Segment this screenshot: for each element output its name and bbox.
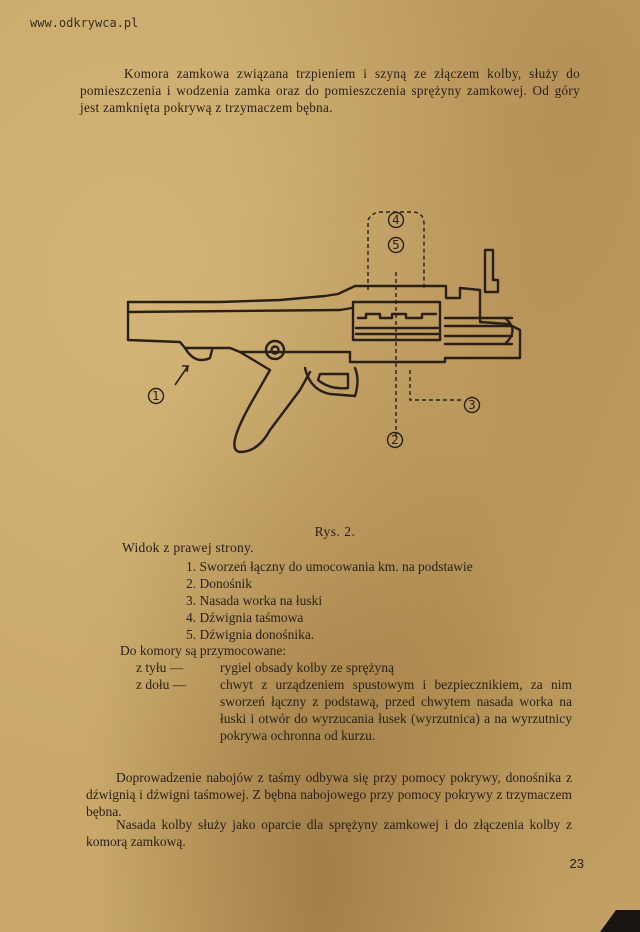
legend-item: 2. Donośnik	[186, 576, 253, 591]
page-number: 23	[569, 856, 584, 871]
attached-back-text: rygiel obsady kolby ze sprężyną	[220, 660, 394, 675]
machine-gun-diagram	[100, 190, 560, 490]
rear-bump	[185, 348, 212, 360]
attached-bottom-label: z dołu —	[136, 677, 187, 692]
grip	[234, 352, 310, 452]
right-rails	[445, 318, 512, 344]
feed-paragraph: Doprowadzenie nabojów z taśmy odbywa się przy pomocy pokrywy, donośnika z dźwignią i dźwigni taśmowej. Z bębna nabojowego przy pomocy pokrywy z trzymaczem bębna.	[86, 769, 572, 819]
callout-5: 5	[392, 238, 400, 252]
butt-paragraph: Nasada kolby służy jako oparcie dla sprężyny zamkowej i do złączenia kolby z komorą zamkową.	[86, 816, 572, 849]
legend-list	[186, 558, 473, 643]
legend-item: 1. Sworzeń łączny do umocowania km. na podstawie	[186, 559, 473, 574]
attached-back-label: z tyłu —	[136, 660, 184, 675]
muzzle	[505, 318, 513, 344]
view-heading: Widok z prawej strony.	[122, 540, 254, 555]
trigger-inner	[318, 374, 348, 388]
attached-bottom-text: chwyt z urządzeniem spustowym i bezpiecznikiem, za nim sworzeń łączny z podstawą, przed chwytem nasada worka na łuski i otwór do wyrzucania łusek (wyrzutnica) a na wyrzutnicy pokrywa ochronna od kurzu.	[220, 677, 572, 743]
attached-intro: Do komory są przymocowane:	[120, 643, 287, 658]
page-corner-shadow	[600, 910, 640, 932]
trigger-guard	[305, 368, 358, 396]
callout-3: 3	[468, 398, 476, 412]
callout-4: 4	[392, 213, 400, 227]
legend-item: 3. Nasada worka na łuski	[186, 593, 323, 608]
rail-bottom	[356, 328, 438, 334]
rail-top	[358, 314, 436, 318]
barrel-line	[128, 308, 352, 312]
legend-item: 4. Dźwignia taśmowa	[186, 610, 304, 625]
legend-item: 5. Dźwignia donośnika.	[186, 627, 315, 642]
figure	[100, 190, 560, 490]
callout-2: 2	[391, 433, 399, 447]
pivot-pin	[266, 341, 284, 359]
figure-caption: Rys. 2.	[314, 524, 356, 539]
top-paragraph: Komora zamkowa związana trzpieniem i szyną ze złączem kolby, służy do pomieszczenia i wodzenia zamka oraz do pomieszczenia sprężyny zamkowej. Od góry jest zamknięta pokrywą z trzymaczem bębna.	[80, 66, 580, 116]
watermark: www.odkrywca.pl	[30, 16, 139, 30]
front-sight	[485, 250, 498, 292]
callout-1: 1	[152, 389, 160, 403]
